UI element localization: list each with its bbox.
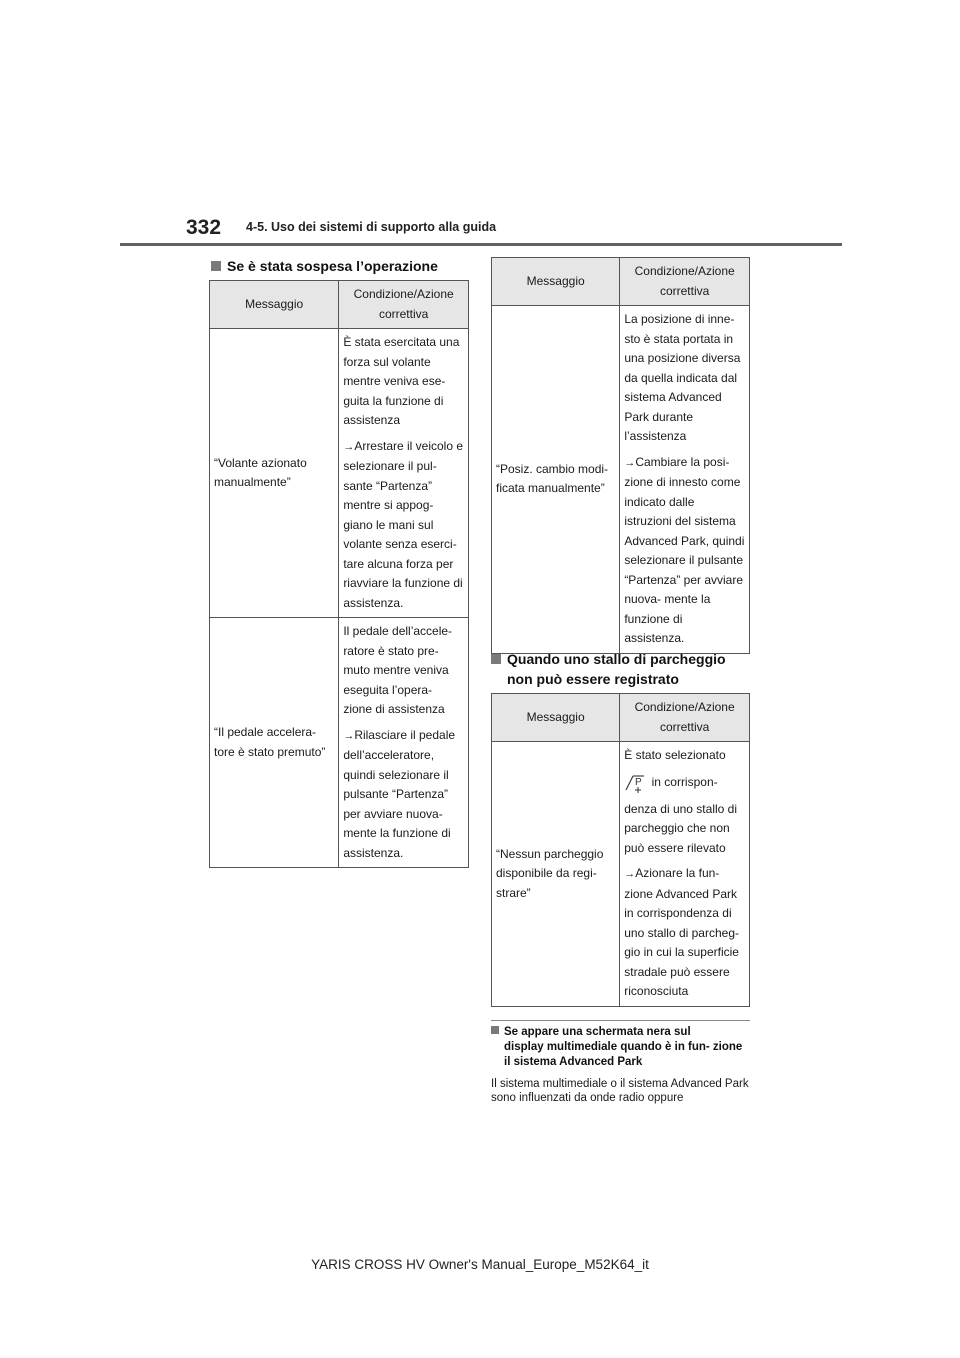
note-heading: Se appare una schermata nera sul display multimediale quando è in fun- zione il sistema Advanced Park: [491, 1025, 751, 1070]
arrow-right-icon: →: [343, 729, 355, 742]
table-row: [492, 306, 750, 654]
square-bullet-icon: [491, 1026, 499, 1034]
note-body: Il sistema multimediale o il sistema Advanced Park sono influenzati da onde radio oppure: [491, 1078, 749, 1104]
table-row: [492, 742, 750, 1007]
parking-slot-icon: [624, 772, 648, 794]
footer-manual-id: YARIS CROSS HV Owner's Manual_Europe_M52K64_it: [311, 1257, 649, 1272]
table-row: [210, 618, 469, 868]
heading-operazione-sospesa: Se è stata sospesa l’operazione: [211, 256, 438, 276]
arrow-right-icon: →: [343, 440, 355, 453]
column-header-condizione: Condizione/Azione correttiva: [620, 694, 750, 742]
message-cell: “Nessun parcheggio disponibile da regi- strare”: [492, 742, 620, 1007]
table-row: [210, 329, 469, 618]
arrow-right-icon: →: [624, 456, 636, 469]
note-divider: [491, 1020, 750, 1021]
section-title: 4-5. Uso dei sistemi di supporto alla guida: [246, 220, 497, 234]
heading-stallo-parcheggio: Quando uno stallo di parcheggio non può essere registrato: [491, 649, 753, 689]
condition-cell: La posizione di inne- sto è stata portata in una posizione diversa da quella indicata dal sistema Advanced Park durante l’assistenza →Cambiare la posi- zione di innesto come indicato dalle istruzioni del sistema Advanced Park, quindi selezionare il pulsante “Partenza” per avviare nuova- mente la funzione di assistenza.: [620, 306, 750, 654]
column-header-messaggio: Messaggio: [492, 258, 620, 306]
condition-cell: È stata esercitata una forza sul volante mentre veniva ese- guita la funzione di assistenza →Arrestare il veicolo e selezionare il pul- sante “Partenza” mentre si appog- giano le mani sul volante senza eserci- tare alcuna forza per riavviare la funzione di assistenza.: [339, 329, 469, 618]
svg-text:P: P: [635, 776, 642, 788]
condition-cell: È stato selezionato P in corrispon- denza di uno stallo di parcheggio che non può essere rilevato →Azionare la fun- zione Advanced Park in corrispondenza di uno stallo di parcheg- gio in cui la superficie stradale può essere riconosciuta: [620, 742, 750, 1007]
message-cell: “Volante azionato manualmente”: [210, 329, 339, 618]
header-divider: [120, 243, 842, 246]
column-header-condizione: Condizione/Azione correttiva: [339, 281, 469, 329]
column-header-condizione: Condizione/Azione correttiva: [620, 258, 750, 306]
square-bullet-icon: [211, 261, 221, 271]
table-stallo-parcheggio: [491, 693, 750, 1007]
message-cell: “Posiz. cambio modi- ficata manualmente”: [492, 306, 620, 654]
column-header-messaggio: Messaggio: [492, 694, 620, 742]
square-bullet-icon: [491, 654, 501, 664]
table-posizione-cambio: [491, 257, 750, 654]
column-header-messaggio: Messaggio: [210, 281, 339, 329]
table-operazione-sospesa: [209, 280, 469, 868]
condition-cell: Il pedale dell’accele- ratore è stato pre- muto mentre veniva eseguita l’opera- zione di assistenza →Rilasciare il pedale dell’acceleratore, quindi selezionare il pulsante “Partenza” per avviare nuova- mente la funzione di assistenza.: [339, 618, 469, 868]
arrow-right-icon: →: [624, 868, 636, 880]
page-number: 332: [186, 216, 222, 239]
message-cell: “Il pedale accelera- tore è stato premuto”: [210, 618, 339, 868]
